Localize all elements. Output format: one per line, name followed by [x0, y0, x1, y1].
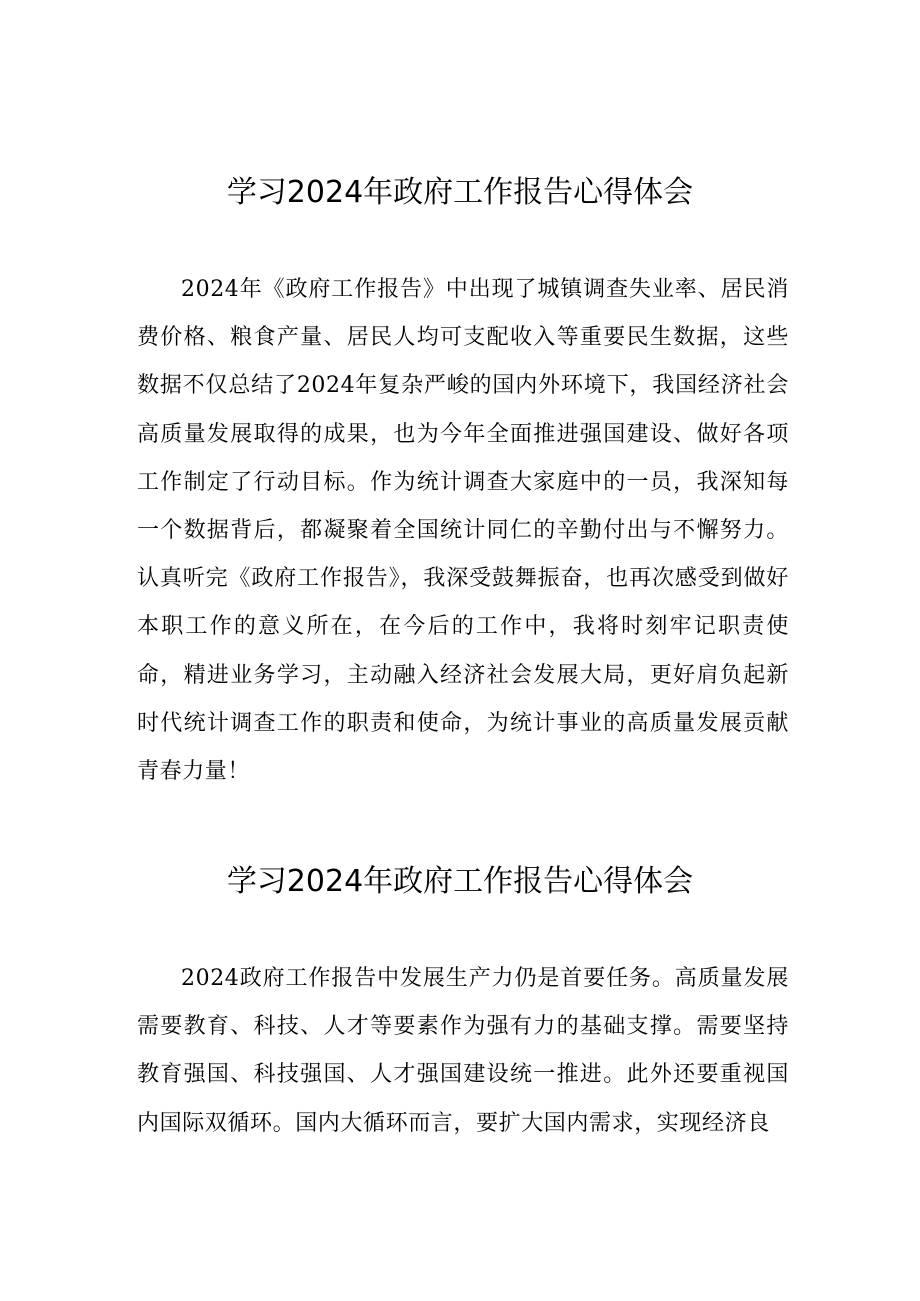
section-body: 2024年《政府工作报告》中出现了城镇调查失业率、居民消费价格、粮食产量、居民人均可支配收入等重要民生数据，这些数据不仅总结了2024年复杂严峻的国内外环境下，我国经济社会高质量发展取得的成果，也为今年全面推进强国建设、做好各项工作制定了行动目标。作为统计调查大家庭中的一员，我深知每一个数据背后，都凝聚着全国统计同仁的辛勤付出与不懈努力。认真听完《政府工作报告》，我深受鼓舞振奋，也再次感受到做好本职工作的意义所在，在今后的工作中，我将时刻牢记职责使命，精进业务学习，主动融入经济社会发展大局，更好肩负起新时代统计调查工作的职责和使命，为统计事业的高质量发展贡献青春力量！ [137, 277, 789, 785]
section-title: 学习2024年政府工作报告心得体会 [226, 175, 694, 210]
section-title: 学习2024年政府工作报告心得体会 [226, 864, 694, 899]
section-body: 2024政府工作报告中发展生产力仍是首要任务。高质量发展需要教育、科技、人才等要素作为强有力的基础支撑。需要坚持教育强国、科技强国、人才强国建设统一推进。此外还要重视国内国际双循环。国内大循环而言，要扩大国内需求，实现经济良 [137, 966, 789, 1136]
